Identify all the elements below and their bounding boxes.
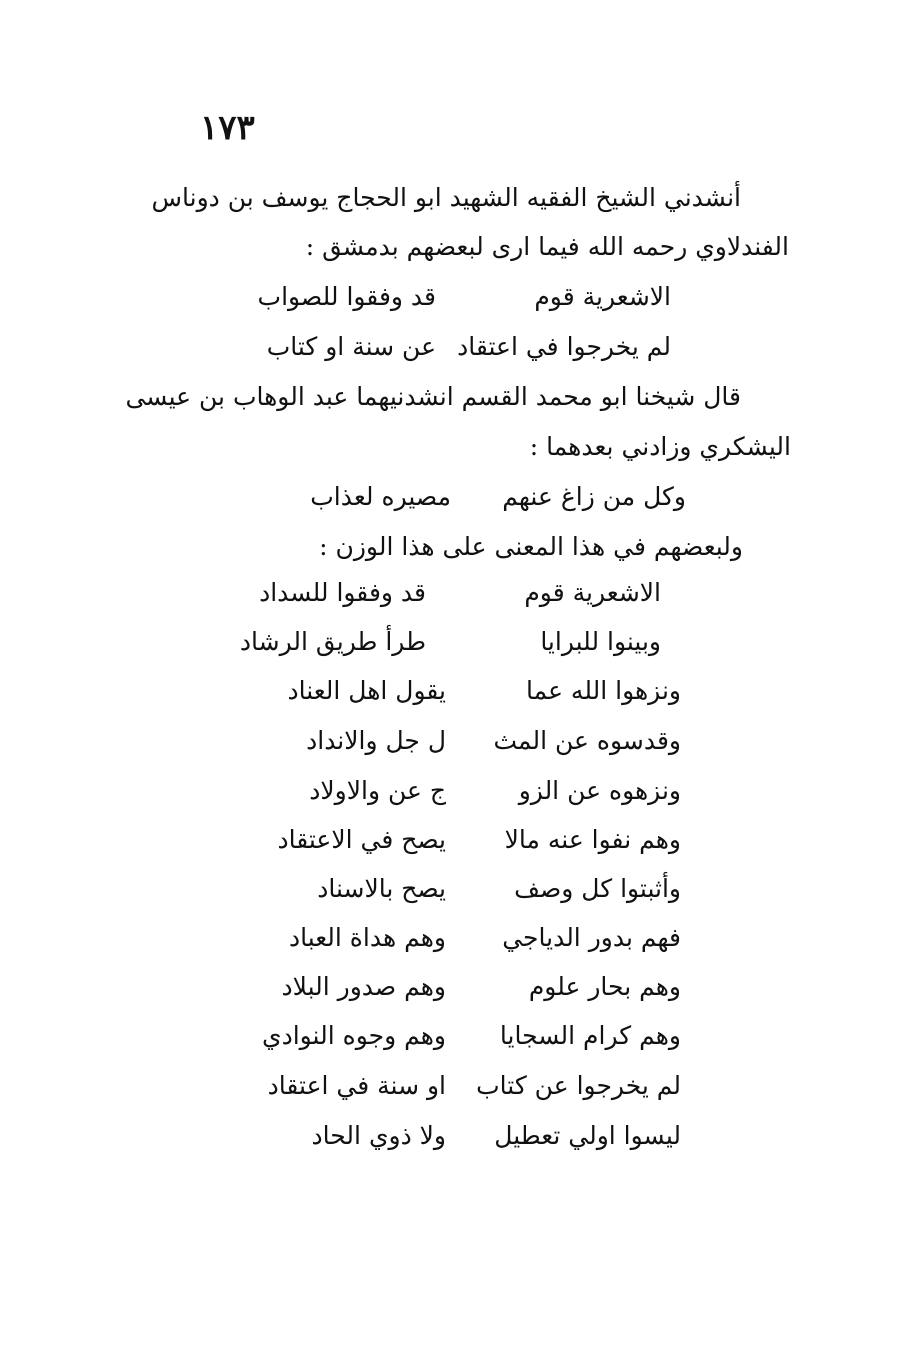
poem2-verse-4-first: وقدسوه عن المث [493,726,681,755]
poem2-verse-7-first: وأثبتوا كل وصف [514,874,681,903]
poem2-verse-11-second: او سنة في اعتقاد [267,1071,446,1100]
poem1-extra-verse-1 [266,482,686,512]
poem2-verse-10-second: وهم وجوه النوادي [262,1021,446,1050]
poem2-verse-9 [261,972,681,1002]
poem1-verse-1 [257,282,671,312]
poem2-verse-7 [261,874,681,904]
poem2-verse-5-first: ونزهوه عن الزو [518,776,681,805]
poem2-verse-7-second: يصح بالاسناد [317,874,446,903]
poem2-verse-5-second: ج عن والاولاد [309,776,446,805]
intro-line-1: أنشدني الشيخ الفقيه الشهيد ابو الحجاج يوسف بن دوناس [151,183,741,212]
poem2-verse-12-first: ليسوا اولي تعطيل [494,1121,681,1150]
poem2-verse-11-first: لم يخرجوا عن كتاب [476,1071,681,1100]
poem2-verse-2 [239,627,661,657]
poem2-verse-11 [261,1071,681,1101]
poem2-verse-10-first: وهم كرام السجايا [499,1021,681,1050]
poem1-verse-1-first: الاشعرية قوم [534,282,671,311]
poem2-verse-3 [261,676,681,706]
intro2-line-1: ولبعضهم في هذا المعنى على هذا الوزن : [319,532,743,561]
intro-line-2: الفندلاوي رحمه الله فيما ارى لبعضهم بدمشق : [305,232,789,261]
poem2-verse-9-second: وهم صدور البلاد [281,972,446,1001]
poem1-verse-2-second: عن سنة او كتاب [266,332,436,361]
poem2-verse-3-first: ونزهوا الله عما [526,676,681,705]
poem2-verse-1-second: قد وفقوا للسداد [259,578,426,607]
page-number: ١٧٣ [200,108,255,148]
poem2-verse-6 [261,825,681,855]
poem1-verse-1-second: قد وفقوا للصواب [257,282,436,311]
poem2-verse-1-first: الاشعرية قوم [524,578,661,607]
poem2-verse-8-second: وهم هداة العباد [288,923,446,952]
poem2-verse-5 [261,776,681,806]
poem2-verse-4 [261,726,681,756]
poem2-verse-8 [261,923,681,953]
poem2-verse-10 [261,1021,681,1051]
poem2-verse-8-first: فهم بدور الدياجي [502,923,681,952]
poem2-verse-3-second: يقول اهل العناد [287,676,446,705]
poem2-verse-9-first: وهم بحار علوم [528,972,681,1001]
poem2-verse-12 [261,1121,681,1151]
note-line-1: قال شيخنا ابو محمد القسم انشدنيهما عبد الوهاب بن عيسى [125,382,741,411]
poem2-verse-6-second: يصح في الاعتقاد [277,825,446,854]
poem1-extra-verse-1-second: مصيره لعذاب [310,482,451,511]
poem2-verse-6-first: وهم نفوا عنه مالا [504,825,681,854]
poem2-verse-12-second: ولا ذوي الحاد [311,1121,446,1150]
poem1-verse-2 [266,332,671,362]
poem2-verse-4-second: ل جل والانداد [306,726,446,755]
poem2-verse-1 [261,578,661,608]
poem1-extra-verse-1-first: وكل من زاغ عنهم [502,482,686,511]
note-line-2: اليشكري وزادني بعدهما : [529,432,791,461]
poem1-verse-2-first: لم يخرجوا في اعتقاد [457,332,671,361]
poem2-verse-2-first: وبينوا للبرايا [540,627,661,656]
poem2-verse-2-second: طرأ طريق الرشاد [239,627,426,656]
